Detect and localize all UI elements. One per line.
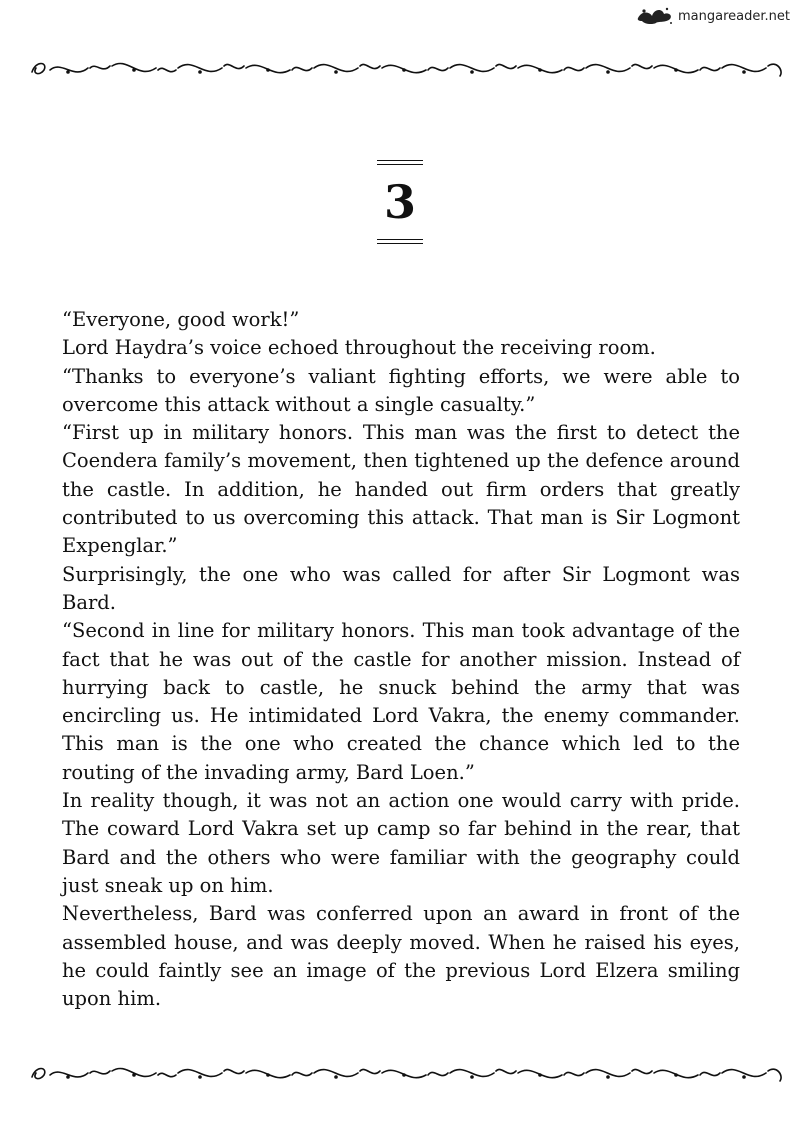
paragraph: Lord Haydra’s voice echoed throughout the receiving room. bbox=[62, 336, 656, 360]
chapter-number: 3 bbox=[383, 175, 416, 229]
flourish-border-icon bbox=[28, 52, 788, 86]
paragraph: “Second in line for military honors. This man took advantage of the fact that he was out of the castle for another mission. Instead of hurrying back to castle, he snuck behind the army that was encircling us. He intimidated Lord Vakra, the enemy commander. This man is the one who created the chance which led to the routing of the invading army, Bard Loen.” bbox=[62, 619, 740, 784]
watermark-text: mangareader.net bbox=[678, 8, 790, 24]
site-watermark bbox=[636, 6, 790, 26]
chapter-heading bbox=[0, 160, 800, 244]
paragraph: “Thanks to everyone’s valiant fighting efforts, we were able to overcome this attack without a single casualty.” bbox=[62, 364, 740, 416]
chapter-rule-bottom bbox=[377, 239, 423, 244]
flourish-border-icon bbox=[28, 1057, 788, 1091]
paint-splash-icon bbox=[636, 6, 674, 26]
chapter-rule-top bbox=[377, 160, 423, 165]
paragraph: In reality though, it was not an action one would carry with pride. The coward Lord Vakra set up camp so far behind in the rear, that Bard and the others who were familiar with the geography could just sneak up on him. bbox=[62, 789, 740, 897]
paragraph: “Everyone, good work!” bbox=[62, 308, 300, 331]
paragraph: Nevertheless, Bard was conferred upon an award in front of the assembled house, and was deeply moved. When he raised his eyes, he could faintly see an image of the previous Lord Elzera smiling upon him. bbox=[62, 902, 740, 1011]
paragraph: “First up in military honors. This man was the first to detect the Coendera family’s movement, then tightened up the defence around the castle. In addition, he handed out firm orders that greatly contributed to us overcoming this attack. That man is Sir Logmont Expenglar.” bbox=[62, 421, 740, 558]
paragraph: Surprisingly, the one who was called for after Sir Logmont was Bard. bbox=[62, 562, 740, 614]
chapter-body bbox=[62, 306, 740, 1013]
